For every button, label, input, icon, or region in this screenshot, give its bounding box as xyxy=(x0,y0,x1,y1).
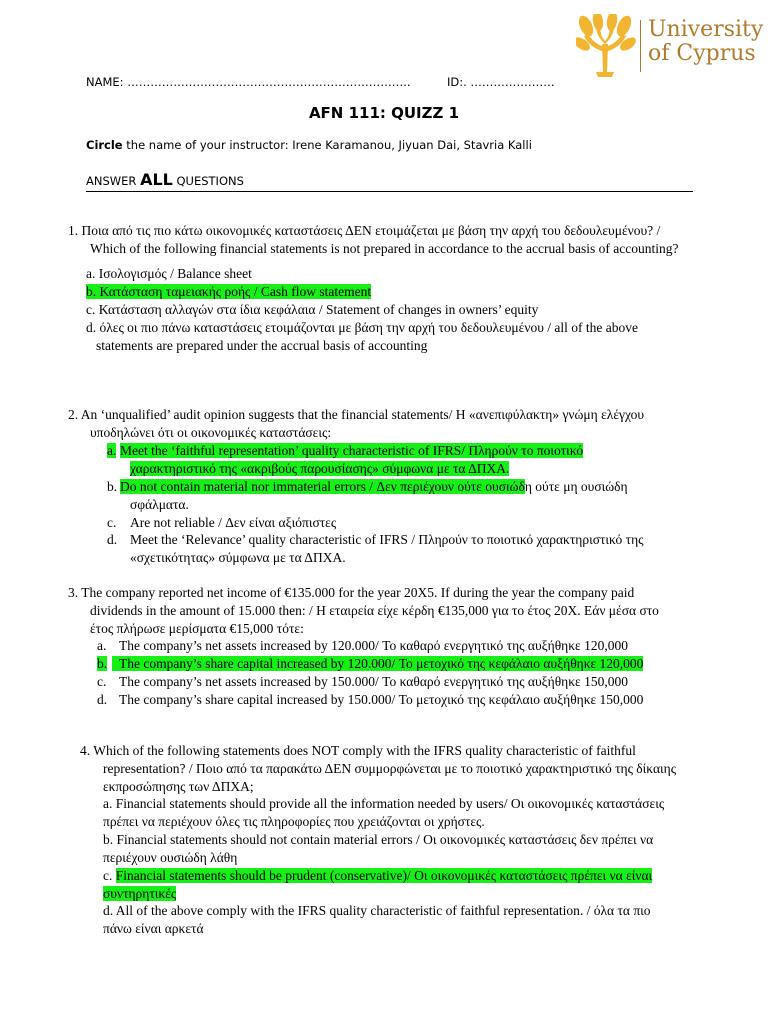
answer-prefix: ANSWER xyxy=(86,174,141,188)
q4-option-d-line2: πάνω είναι αρκετά xyxy=(103,921,204,936)
q1-option-c: c. Κατάσταση αλλαγών στα ίδια κεφάλαια / Statement of changes in owners’ equity xyxy=(86,302,539,317)
name-field: NAME: ……………………………………………………………….. xyxy=(86,75,411,89)
quiz-title: AFN 111: QUIZZ 1 xyxy=(308,104,460,122)
q4-option-c-line1 xyxy=(103,867,652,885)
q2-stem-line2: υποδηλώνει ότι οι οικονομικές καταστάσεις: xyxy=(90,425,332,440)
q1-option-d-line2: statements are prepared under the accrual basis of accounting xyxy=(96,338,428,353)
tree-icon xyxy=(576,14,638,78)
q4-option-c-answer: Financial statements should be prudent (conservative)/ Οι οικονομικές καταστάσεις πρέπει να είναι xyxy=(115,868,653,883)
q3-option-b-letter: b. xyxy=(97,656,108,671)
q2-option-b-highlight: Do not contain material nor immaterial errors / Δεν περιέχουν ούτε ουσιώδ xyxy=(120,479,525,494)
q2-option-a-letter: a. xyxy=(107,443,117,458)
logo-divider xyxy=(640,20,641,72)
instructor-line xyxy=(86,138,532,152)
q4-option-b-line2: περιέχουν ουσιώδη λάθη xyxy=(103,850,238,865)
q3-option-c: The company’s net assets increased by 150.000/ Το καθαρό ενεργητικό της αυξήθηκε 150,000 xyxy=(119,674,628,689)
q3-option-a: The company’s net assets increased by 120.000/ Το καθαρό ενεργητικό της αυξήθηκε 120,000 xyxy=(119,638,628,653)
q4-option-c-line2: συντηρητικές xyxy=(103,886,177,901)
q2-option-c-letter: c. xyxy=(107,515,117,530)
q3-option-d: The company’s share capital increased by 150.000/ Το μετοχικό της κεφάλαιο αυξήθηκε 150,000 xyxy=(119,692,644,707)
q1-stem-line1: 1. Ποια από τις πιο κάτω οικονομικές καταστάσεις ΔΕΝ ετοιμάζεται με βάση την αρχή του δεδουλευμένου? / xyxy=(68,223,661,238)
q1-stem-line2: Which of the following financial statements is not prepared in accordance to the accrual basis of accounting? xyxy=(90,241,679,256)
q4-stem-line1: 4. Which of the following statements does NOT comply with the IFRS quality characteristic of faithful xyxy=(80,743,636,758)
q1-option-b-answer: b. Κατάσταση ταμειακής ροής / Cash flow statement xyxy=(86,284,372,299)
q2-option-a-line2: χαρακτηριστικό της «ακριβούς παρουσίασης» σύμφωνα με τα ΔΠΧΑ. xyxy=(130,461,510,476)
q2-option-d-line1: Meet the ‘Relevance’ quality characteristic of IFRS / Πληρούν το ποιοτικό χαρακτηριστικό της xyxy=(130,532,644,547)
instructor-line-bold: Circle xyxy=(86,138,123,152)
q2-option-b-line2: σφάλματα. xyxy=(130,497,189,512)
q4-option-a-line1: a. Financial statements should provide all the information needed by users/ Οι οικονομικές καταστάσεις xyxy=(103,796,665,811)
q3-option-c-letter: c. xyxy=(97,674,107,689)
q4-stem-line3: εκπροσώπησης των ΔΠΧΑ; xyxy=(103,779,254,794)
instructor-line-text: the name of your instructor: Irene Karamanou, Jiyuan Dai, Stavria Kalli xyxy=(122,138,532,152)
answer-suffix: QUESTIONS xyxy=(172,174,244,188)
university-name-line2: of Cyprus xyxy=(648,41,756,66)
q2-option-c: Are not reliable / Δεν είναι αξιόπιστες xyxy=(130,515,337,530)
q1-option-a: a. Ισολογισμός / Balance sheet xyxy=(86,266,252,281)
university-name xyxy=(648,18,763,66)
q2-option-d-line2: «σχετικότητας» σύμφωνα με τα ΔΠΧΑ. xyxy=(130,550,346,565)
q3-option-a-letter: a. xyxy=(97,638,107,653)
q4-option-c-letter: c. xyxy=(103,868,116,883)
q3-stem-line1: 3. The company reported net income of €135.000 for the year 20X5. If during the year the company paid xyxy=(68,585,635,600)
q3-option-d-letter: d. xyxy=(97,692,108,707)
q4-option-a-line2: πρέπει να περιέχουν όλες τις πληροφορίες που χρειάζονται οι χρήστες. xyxy=(103,814,485,829)
q4-option-d-line1: d. All of the above comply with the IFRS quality characteristic of faithful representation. / όλα τα πιο xyxy=(103,903,651,918)
q2-option-a-line1: Meet the ‘faithful representation’ quality characteristic of IFRS/ Πληρούν το ποιοτικό xyxy=(120,443,584,458)
q3-stem-line2: dividends in the amount of 15.000 then: / Η εταιρεία είχε κέρδη €135,000 για το έτος 20Χ. Εάν μέσα στο xyxy=(90,603,659,618)
q1-option-d-line1: d. όλες οι πιο πάνω καταστάσεις ετοιμάζονται με βάση την αρχή του δεδουλευμένου / all of the above xyxy=(86,320,638,335)
q2-option-b-line1 xyxy=(120,478,628,496)
q2-option-d-letter: d. xyxy=(107,532,118,547)
university-name-line1: University xyxy=(648,17,764,42)
q2-stem-line1: 2. An ‘unqualified’ audit opinion suggests that the financial statements/ Η «ανεπιφύλακτη» γνώμη ελέγχου xyxy=(68,407,645,422)
answer-all-line xyxy=(86,170,244,189)
q4-option-b-line1: b. Financial statements should not contain material errors / Οι οικονομικές καταστάσεις δεν πρέπει να xyxy=(103,832,654,847)
q3-stem-line3: έτος πλήρωσε μερίσματα €15,000 τότε: xyxy=(90,621,304,636)
answer-all-emphasis: ALL xyxy=(140,170,173,189)
q4-stem-line2: representation? / Ποιο από τα παρακάτω ΔΕΝ συμμορφώνεται με το ποιοτικό χαρακτηριστικό της δίκαιης xyxy=(103,761,677,776)
q3-option-b-answer: The company’s share capital increased by 120.000/ Το μετοχικό της κεφάλαιο αυξήθηκε 120,000 xyxy=(112,656,643,671)
q2-option-b-rest: η ούτε μη ουσιώδη xyxy=(524,479,628,494)
header-divider xyxy=(86,191,693,192)
q2-option-b-letter: b. xyxy=(107,479,118,494)
id-field: ID:. …………………. xyxy=(447,75,555,89)
